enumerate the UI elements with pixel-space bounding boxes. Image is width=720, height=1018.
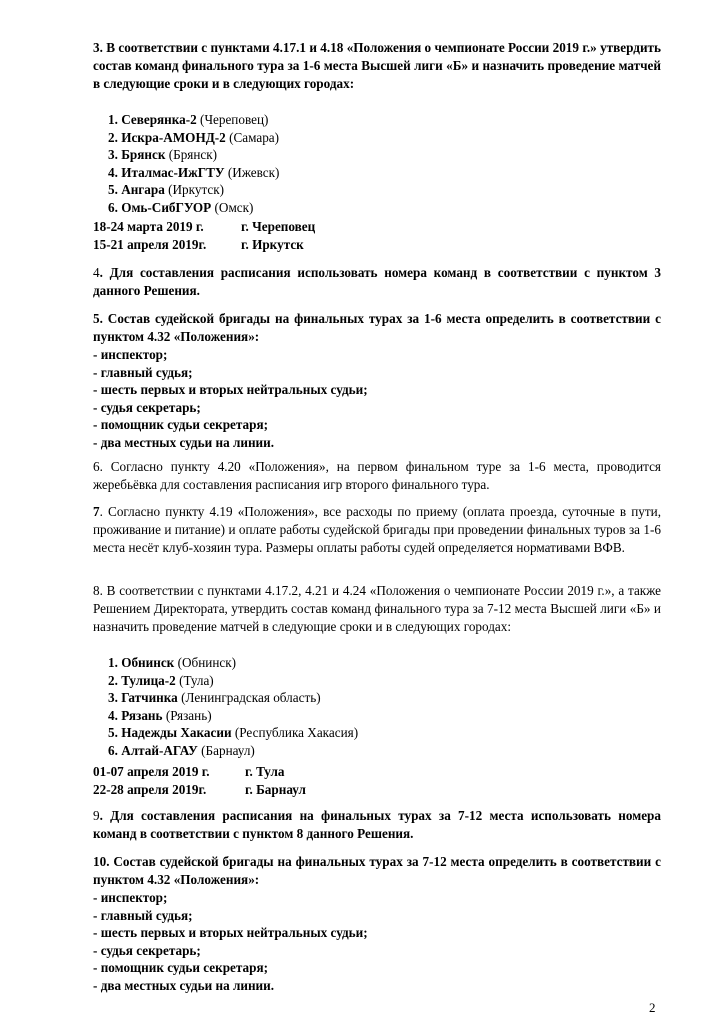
schedule-row: 01-07 апреля 2019 г. г. Тула xyxy=(93,764,285,779)
team-item: 1. Северянка-2 (Череповец) xyxy=(108,112,269,127)
section-text: . В соответствии с пунктами 4.17.1 и 4.18 «Положения о чемпионате России 2019 г.» утвердить состав команд финального тура за 1-6 места Высшей лиги «Б» и назначить проведение матчей в следующие сроки и в следующих городах: xyxy=(93,40,661,91)
section-number: 4 xyxy=(93,265,100,280)
section-5 xyxy=(93,310,661,346)
team-item: 5. Надежды Хакасии (Республика Хакасия) xyxy=(108,725,359,741)
list-item: - шесть первых и вторых нейтральных судьи; xyxy=(93,925,368,941)
schedule-1-6 xyxy=(93,218,315,254)
section-text: . Согласно пункту 4.19 «Положения», все расходы по приему (оплата проезда, суточные в пути, проживание и питание) и оплате работы судейской бригады при проведении финальных туров за 1-6 места несёт клуб-хозяин тура. Размеры оплаты работы судей определяется нормативами ВФВ. xyxy=(93,504,661,555)
section-number: 9 xyxy=(93,808,100,823)
team-item: 1. Обнинск (Обнинск) xyxy=(108,655,237,670)
referee-list-7-12 xyxy=(93,889,661,995)
team-item: 5. Ангара (Иркутск) xyxy=(108,182,225,198)
team-item: 2. Искра-АМОНД-2 (Самара) xyxy=(108,129,280,145)
page-number: 2 xyxy=(649,1000,656,1015)
list-item: - главный судья; xyxy=(93,907,193,923)
list-item: - инспектор; xyxy=(93,347,168,362)
team-item: 6. Омь-СибГУОР (Омск) xyxy=(108,199,254,215)
team-item: 3. Гатчинка (Ленинградская область) xyxy=(108,690,321,706)
section-number: 6 xyxy=(93,459,100,474)
section-text: . Для составления расписания на финальных турах за 7-12 места использовать номера команд в соответствии с пунктом 8 данного Решения. xyxy=(93,808,661,841)
list-item: - два местных судьи на линии. xyxy=(93,434,275,450)
team-item: 4. Италмас-ИжГТУ (Ижевск) xyxy=(108,164,280,180)
section-text: . Состав судейской бригады на финальных турах за 7-12 места определить в соответствии с пунктом 4.32 «Положения»: xyxy=(93,854,661,887)
section-text: . Согласно пункту 4.20 «Положения», на первом финальном туре за 1-6 места, проводится жеребьёвка для составления расписания игр второго финального тура. xyxy=(93,459,661,492)
section-number: 7 xyxy=(93,504,100,519)
section-number: 10 xyxy=(93,854,107,869)
schedule-row: 15-21 апреля 2019г. г. Иркутск xyxy=(93,236,304,252)
schedule-7-12 xyxy=(93,763,306,799)
schedule-row: 22-28 апреля 2019г. г. Барнаул xyxy=(93,781,306,797)
section-number: 5 xyxy=(93,311,100,326)
list-item: - помощник судьи секретаря; xyxy=(93,960,268,976)
section-10 xyxy=(93,853,661,889)
referee-list-1-6 xyxy=(93,346,661,452)
list-item: - инспектор; xyxy=(93,890,168,905)
team-list-1-6 xyxy=(108,111,279,217)
section-7 xyxy=(93,503,661,556)
section-4 xyxy=(93,264,661,300)
team-list-7-12 xyxy=(108,654,358,760)
section-6 xyxy=(93,458,661,494)
schedule-row: 18-24 марта 2019 г. г. Череповец xyxy=(93,219,316,234)
list-item: - помощник судьи секретаря; xyxy=(93,417,268,433)
section-9 xyxy=(93,807,661,843)
section-3 xyxy=(93,39,661,92)
list-item: - судья секретарь; xyxy=(93,399,201,415)
section-number: 3 xyxy=(93,40,100,55)
team-item: 6. Алтай-АГАУ (Барнаул) xyxy=(108,742,255,758)
section-8 xyxy=(93,582,661,635)
section-text: . Состав судейской бригады на финальных турах за 1-6 места определить в соответствии с пунктом 4.32 «Положения»: xyxy=(93,311,661,344)
section-number: 8 xyxy=(93,583,100,598)
team-item: 4. Рязань (Рязань) xyxy=(108,707,212,723)
section-text: . Для составления расписания использовать номера команд в соответствии с пунктом 3 данного Решения. xyxy=(93,265,661,298)
team-item: 3. Брянск (Брянск) xyxy=(108,147,218,163)
team-item: 2. Тулица-2 (Тула) xyxy=(108,672,214,688)
section-text: . В соответствии с пунктами 4.17.2, 4.21 и 4.24 «Положения о чемпионате России 2019 г.», а также Решением Директората, утвердить состав команд финального тура за 7-12 места Высшей лиги «Б» и назначить проведение матчей в следующие сроки и в следующих городах: xyxy=(93,583,661,634)
list-item: - главный судья; xyxy=(93,364,193,380)
list-item: - два местных судьи на линии. xyxy=(93,977,275,993)
list-item: - шесть первых и вторых нейтральных судьи; xyxy=(93,382,368,398)
list-item: - судья секретарь; xyxy=(93,942,201,958)
